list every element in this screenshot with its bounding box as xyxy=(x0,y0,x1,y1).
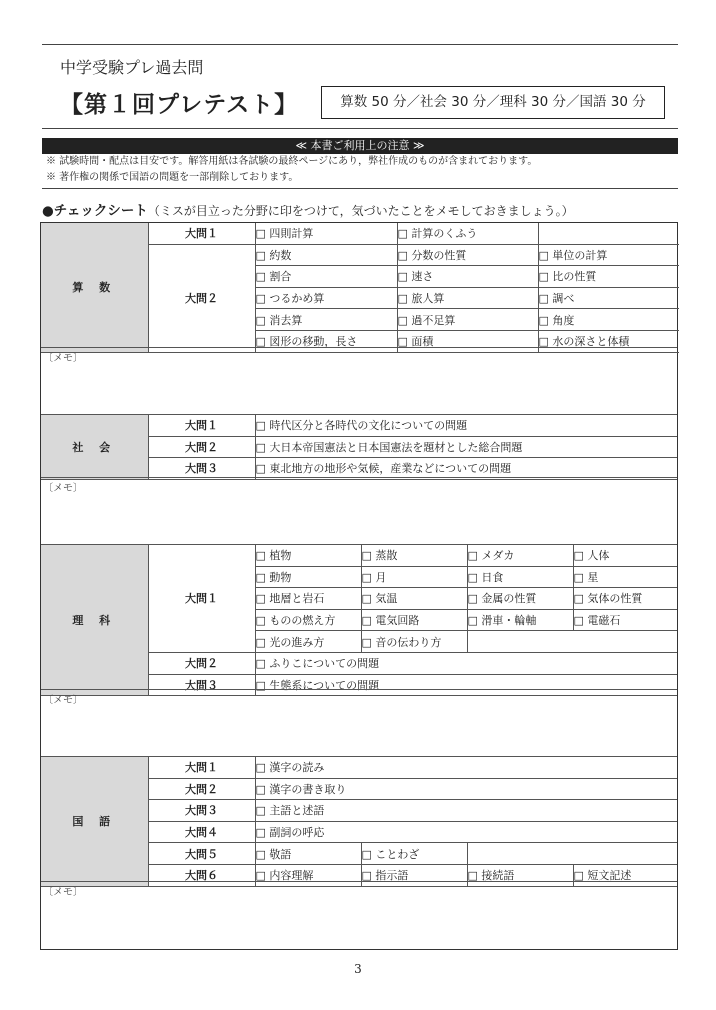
check-item[interactable]: □ 漢字の読み xyxy=(255,757,677,778)
check-item[interactable]: □ ふりこについての問題 xyxy=(255,652,677,674)
check-item[interactable]: □ 面積 xyxy=(397,330,538,352)
check-item[interactable]: □ 大日本帝国憲法と日本国憲法を題材とした総合問題 xyxy=(255,436,677,458)
check-item[interactable]: □ 蒸散 xyxy=(361,545,467,566)
check-item[interactable]: □ 比の性質 xyxy=(538,266,679,288)
check-item[interactable]: □ 生態系についての問題 xyxy=(255,674,677,696)
check-item[interactable]: □ 敬語 xyxy=(255,843,361,865)
check-item[interactable]: □ 月 xyxy=(361,566,467,588)
science-memo-area[interactable] xyxy=(41,689,677,757)
notice-line: ※ 著作権の関係で国語の問題を一部削除しております。 xyxy=(46,172,299,183)
question-label: 大問２ xyxy=(148,244,255,352)
memo-label: 〔メモ〕 xyxy=(43,695,83,706)
header-rule xyxy=(42,128,678,129)
check-item[interactable]: □ ものの燃え方 xyxy=(255,609,361,631)
memo-label: 〔メモ〕 xyxy=(43,887,83,898)
question-label: 大問６ xyxy=(148,864,255,886)
check-item[interactable]: □ 植物 xyxy=(255,545,361,566)
social-memo-area[interactable] xyxy=(41,477,677,545)
check-item[interactable]: □ ことわざ xyxy=(361,843,467,865)
check-item[interactable]: □ つるかめ算 xyxy=(255,287,397,309)
check-item[interactable]: □ 滑車・輪軸 xyxy=(467,609,573,631)
empty-cell xyxy=(467,843,677,865)
check-item[interactable]: □ 図形の移動，長さ xyxy=(255,330,397,352)
check-item[interactable]: □ 調べ xyxy=(538,287,679,309)
empty-cell xyxy=(467,631,677,653)
question-label: 大問２ xyxy=(148,778,255,800)
question-label: 大問１ xyxy=(148,757,255,778)
check-item[interactable]: □ 光の進み方 xyxy=(255,631,361,653)
check-item[interactable]: □ 約数 xyxy=(255,244,397,266)
math-table xyxy=(41,223,679,353)
check-item[interactable]: □ 動物 xyxy=(255,566,361,588)
time-allocation-box: 算数 50 分／社会 30 分／理科 30 分／国語 30 分 xyxy=(321,86,665,119)
science-table xyxy=(41,545,677,696)
question-label: 大問５ xyxy=(148,843,255,865)
check-item[interactable]: □ 人体 xyxy=(573,545,677,566)
memo-label: 〔メモ〕 xyxy=(43,353,83,364)
check-item[interactable]: □ 電気回路 xyxy=(361,609,467,631)
check-item[interactable]: □ 四則計算 xyxy=(255,223,397,244)
top-rule xyxy=(42,44,678,45)
question-label: 大問３ xyxy=(148,458,255,480)
check-item[interactable]: □ 電磁石 xyxy=(573,609,677,631)
notice-box xyxy=(42,154,678,189)
question-label: 大問２ xyxy=(148,436,255,458)
check-item[interactable]: □ 気温 xyxy=(361,588,467,610)
question-label: 大問１ xyxy=(148,545,255,652)
check-item[interactable]: □ 過不足算 xyxy=(397,309,538,331)
check-item[interactable]: □ 消去算 xyxy=(255,309,397,331)
check-item[interactable]: □ 指示語 xyxy=(361,864,467,886)
check-item[interactable]: □ 分数の性質 xyxy=(397,244,538,266)
notice-line: ※ 試験時間・配点は目安です。解答用紙は各試験の最終ページにあり，弊社作成のものが含まれております。 xyxy=(46,156,538,167)
check-item[interactable]: □ 地層と岩石 xyxy=(255,588,361,610)
check-item[interactable]: □ 金属の性質 xyxy=(467,588,573,610)
check-item[interactable]: □ 内容理解 xyxy=(255,864,361,886)
question-label: 大問３ xyxy=(148,800,255,822)
check-item[interactable]: □ 接続語 xyxy=(467,864,573,886)
page-number: 3 xyxy=(354,962,362,976)
check-item[interactable]: □ 旅人算 xyxy=(397,287,538,309)
book-subtitle: 中学受験プレ過去問 xyxy=(60,58,204,77)
check-item[interactable]: □ 日食 xyxy=(467,566,573,588)
japanese-table xyxy=(41,757,677,887)
check-sheet xyxy=(40,222,678,950)
check-item[interactable]: □ メダカ xyxy=(467,545,573,566)
test-title: 【第１回プレテスト】 xyxy=(60,92,299,118)
check-item[interactable]: □ 単位の計算 xyxy=(538,244,679,266)
check-item[interactable]: □ 時代区分と各時代の文化についての問題 xyxy=(255,415,677,436)
check-item[interactable]: □ 音の伝わり方 xyxy=(361,631,467,653)
question-label: 大問１ xyxy=(148,223,255,244)
memo-label: 〔メモ〕 xyxy=(43,483,83,494)
check-item[interactable]: □ 割合 xyxy=(255,266,397,288)
question-label: 大問２ xyxy=(148,652,255,674)
check-item[interactable]: □ 星 xyxy=(573,566,677,588)
checksheet-title: ●チェックシート xyxy=(42,203,148,219)
check-item[interactable]: □ 気体の性質 xyxy=(573,588,677,610)
check-item[interactable]: □ 角度 xyxy=(538,309,679,331)
check-item[interactable]: □ 東北地方の地形や気候，産業などについての問題 xyxy=(255,458,677,480)
math-memo-area[interactable] xyxy=(41,347,677,415)
japanese-memo-area[interactable] xyxy=(41,881,677,948)
question-label: 大問３ xyxy=(148,674,255,696)
math-subject: 算 数 xyxy=(41,223,148,352)
empty-cell xyxy=(538,223,679,244)
check-item[interactable]: □ 主語と述語 xyxy=(255,800,677,822)
check-item[interactable]: □ 速さ xyxy=(397,266,538,288)
science-subject: 理 科 xyxy=(41,545,148,696)
japanese-subject: 国 語 xyxy=(41,757,148,886)
question-label: 大問１ xyxy=(148,415,255,436)
question-label: 大問４ xyxy=(148,821,255,843)
checksheet-heading xyxy=(42,199,574,219)
social-subject: 社 会 xyxy=(41,415,148,479)
check-item[interactable]: □ 計算のくふう xyxy=(397,223,538,244)
check-item[interactable]: □ 副詞の呼応 xyxy=(255,821,677,843)
check-item[interactable]: □ 漢字の書き取り xyxy=(255,778,677,800)
checksheet-instruction: （ミスが目立った分野に印をつけて，気づいたことをメモしておきましょう。） xyxy=(147,204,574,218)
notice-heading: ≪ 本書ご利用上の注意 ≫ xyxy=(42,138,678,154)
social-table xyxy=(41,415,677,480)
check-item[interactable]: □ 短文記述 xyxy=(573,864,677,886)
check-item[interactable]: □ 水の深さと体積 xyxy=(538,330,679,352)
